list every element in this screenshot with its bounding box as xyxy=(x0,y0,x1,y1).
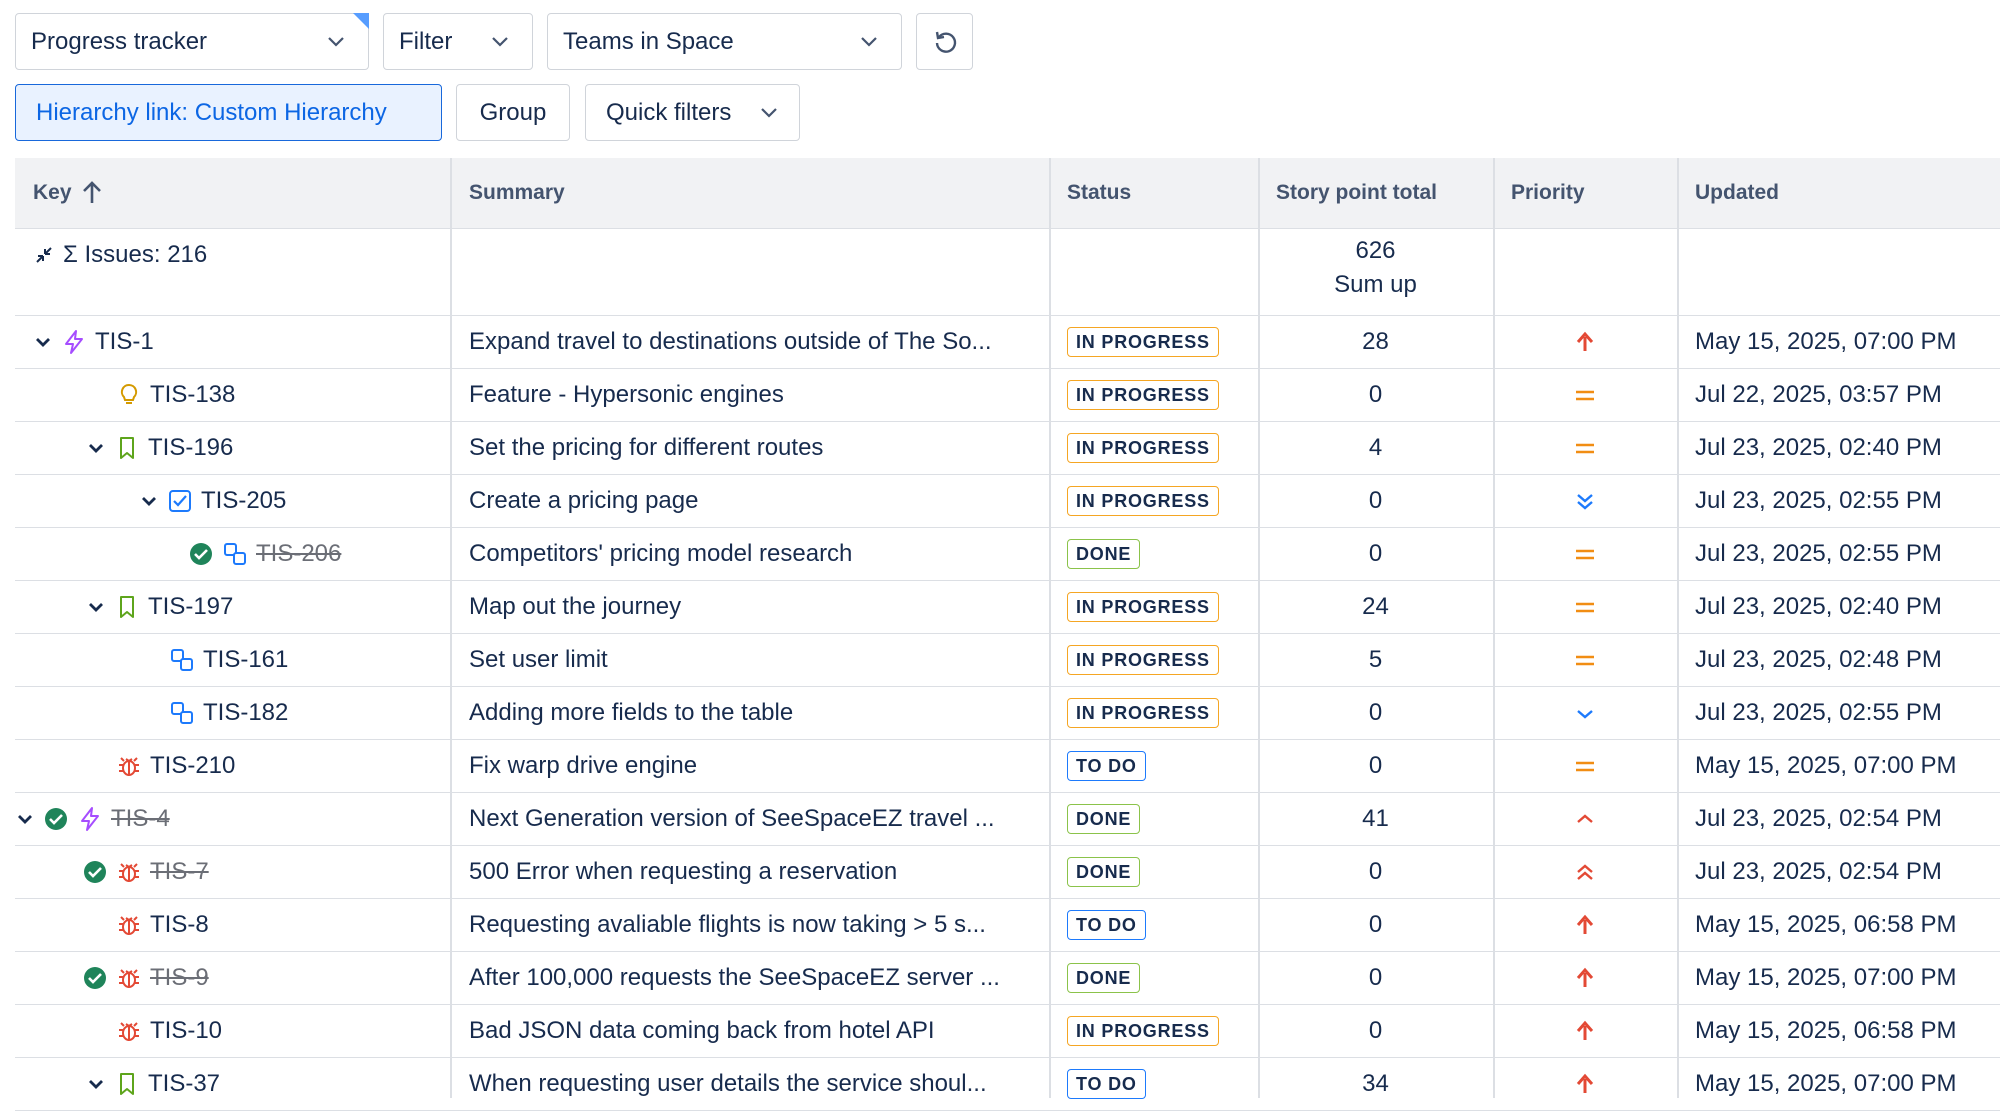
project-select[interactable] xyxy=(547,13,902,70)
updated-value: Jul 23, 2025, 02:54 PM xyxy=(1695,858,1942,885)
story-points-value: 28 xyxy=(1362,328,1389,355)
key-cell xyxy=(15,316,451,368)
updated-value: May 15, 2025, 07:00 PM xyxy=(1695,1070,1957,1097)
summary-cell[interactable] xyxy=(469,316,1039,368)
key-cell xyxy=(15,899,451,951)
summary-cell[interactable] xyxy=(469,475,1039,527)
group-label: Group xyxy=(479,98,547,126)
summary-text: Map out the journey xyxy=(469,593,682,620)
highest-icon xyxy=(1572,329,1598,355)
idea-icon xyxy=(116,382,142,408)
view-select[interactable] xyxy=(15,13,369,70)
summary-cell[interactable] xyxy=(469,952,1039,1004)
refresh-button[interactable] xyxy=(916,13,973,70)
story-points-sum: 626 xyxy=(1355,237,1396,264)
status-badge[interactable]: IN PROGRESS xyxy=(1067,645,1219,675)
sort-ascending-icon[interactable] xyxy=(78,179,106,207)
issue-key[interactable]: TIS-9 xyxy=(150,964,209,991)
summary-text: Set user limit xyxy=(469,646,608,673)
priority-cell[interactable] xyxy=(1493,1005,1677,1057)
issue-key[interactable]: TIS-210 xyxy=(150,752,236,779)
story-points-value: 34 xyxy=(1362,1070,1389,1097)
col-priority-label: Priority xyxy=(1511,181,1585,204)
issue-key[interactable]: TIS-7 xyxy=(150,858,209,885)
story-points-cell xyxy=(1258,846,1493,898)
issues-count: Σ Issues: 216 xyxy=(63,241,208,268)
summary-cell[interactable] xyxy=(469,369,1039,421)
updated-value: Jul 23, 2025, 02:55 PM xyxy=(1695,699,1942,726)
key-cell xyxy=(15,422,451,474)
col-key-label: Key xyxy=(33,181,72,204)
status-cell[interactable] xyxy=(1067,475,1257,527)
updated-value: Jul 22, 2025, 03:57 PM xyxy=(1695,381,1942,408)
priority-cell[interactable] xyxy=(1493,899,1677,951)
expand-toggle-icon[interactable] xyxy=(86,597,106,617)
chevron-down-icon xyxy=(859,33,879,51)
subtask-icon xyxy=(169,647,195,673)
key-cell xyxy=(15,528,451,580)
status-badge[interactable]: DONE xyxy=(1067,963,1140,993)
updated-value: Jul 23, 2025, 02:48 PM xyxy=(1695,646,1942,673)
filter-select[interactable] xyxy=(383,13,533,70)
summary-text: Create a pricing page xyxy=(469,487,699,514)
summary-text: When requesting user details the service shoul... xyxy=(469,1070,987,1097)
view-select-label: Progress tracker xyxy=(31,27,208,55)
story-points-value: 0 xyxy=(1368,911,1383,938)
status-badge[interactable]: IN PROGRESS xyxy=(1067,327,1219,357)
key-cell xyxy=(15,581,451,633)
subtask-icon xyxy=(169,700,195,726)
table-row[interactable] xyxy=(15,475,2000,528)
story-points-sum-cell xyxy=(1258,234,1493,302)
medium-icon xyxy=(1572,594,1598,620)
priority-cell[interactable] xyxy=(1493,316,1677,368)
subtask-icon xyxy=(222,541,248,567)
story-points-cell xyxy=(1258,1058,1493,1110)
story-points-cell xyxy=(1258,369,1493,421)
summary-cell[interactable] xyxy=(469,528,1039,580)
story-points-cell xyxy=(1258,528,1493,580)
status-badge[interactable]: IN PROGRESS xyxy=(1067,433,1219,463)
done-check-icon xyxy=(82,859,108,885)
issue-key[interactable]: TIS-197 xyxy=(148,593,234,620)
low-icon xyxy=(1572,700,1598,726)
story-points-value: 0 xyxy=(1368,858,1383,885)
priority-cell[interactable] xyxy=(1493,846,1677,898)
table-row[interactable] xyxy=(15,422,2000,475)
summary-cell[interactable] xyxy=(469,846,1039,898)
story-points-value: 5 xyxy=(1368,646,1383,673)
status-cell[interactable] xyxy=(1067,687,1257,739)
table-row[interactable] xyxy=(15,634,2000,687)
priority-cell[interactable] xyxy=(1493,740,1677,792)
story-points-value: 0 xyxy=(1368,752,1383,779)
col-divider xyxy=(1677,158,1679,1098)
highest-icon xyxy=(1572,965,1598,991)
story-points-cell xyxy=(1258,634,1493,686)
issue-key[interactable]: TIS-10 xyxy=(150,1017,223,1044)
table-row[interactable] xyxy=(15,793,2000,846)
medium-icon xyxy=(1572,541,1598,567)
status-badge[interactable]: TO DO xyxy=(1067,751,1146,781)
story-points-value: 24 xyxy=(1362,593,1389,620)
priority-cell[interactable] xyxy=(1493,369,1677,421)
status-cell[interactable] xyxy=(1067,422,1257,474)
quick-filters-button[interactable] xyxy=(585,84,800,141)
updated-cell xyxy=(1695,687,2000,739)
expand-toggle-icon[interactable] xyxy=(33,332,53,352)
story-points-cell xyxy=(1258,422,1493,474)
col-key[interactable] xyxy=(15,158,451,228)
story-points-value: 0 xyxy=(1368,699,1383,726)
col-status-label: Status xyxy=(1067,181,1132,204)
status-cell[interactable] xyxy=(1067,846,1257,898)
bug-icon xyxy=(116,859,142,885)
col-priority[interactable] xyxy=(1493,158,1677,228)
issue-key[interactable]: TIS-205 xyxy=(201,487,287,514)
epic-icon xyxy=(77,806,103,832)
summary-cell[interactable] xyxy=(469,1005,1039,1057)
summary-text: Feature - Hypersonic engines xyxy=(469,381,784,408)
col-divider xyxy=(1049,158,1051,1098)
story-points-cell xyxy=(1258,740,1493,792)
priority-cell[interactable] xyxy=(1493,793,1677,845)
updated-cell xyxy=(1695,634,2000,686)
issue-key[interactable]: TIS-182 xyxy=(203,699,289,726)
summary-text: Bad JSON data coming back from hotel API xyxy=(469,1017,935,1044)
chevron-down-icon xyxy=(490,33,510,51)
status-badge[interactable]: DONE xyxy=(1067,539,1140,569)
highest-icon xyxy=(1572,1018,1598,1044)
updated-value: May 15, 2025, 07:00 PM xyxy=(1695,328,1957,355)
summary-cell[interactable] xyxy=(469,1058,1039,1110)
chevron-down-icon xyxy=(326,33,346,51)
medium-icon xyxy=(1572,435,1598,461)
story-points-value: 4 xyxy=(1368,434,1383,461)
key-cell xyxy=(15,740,451,792)
table-row[interactable] xyxy=(15,1058,2000,1111)
table-row[interactable] xyxy=(15,316,2000,369)
summary-cell[interactable] xyxy=(469,793,1039,845)
summary-text: Expand travel to destinations outside of The So... xyxy=(469,328,992,355)
issue-key[interactable]: TIS-37 xyxy=(148,1070,221,1097)
done-check-icon xyxy=(82,965,108,991)
story-points-cell xyxy=(1258,899,1493,951)
summary-text: Set the pricing for different routes xyxy=(469,434,824,461)
bug-icon xyxy=(116,965,142,991)
col-summary-label: Summary xyxy=(469,181,565,204)
refresh-icon xyxy=(931,28,959,56)
table-row[interactable] xyxy=(15,369,2000,422)
table-row[interactable] xyxy=(15,952,2000,1005)
col-story-points-label: Story point total xyxy=(1276,181,1437,204)
medium-icon xyxy=(1572,647,1598,673)
key-cell xyxy=(15,369,451,421)
hierarchy-link-button[interactable] xyxy=(15,84,442,141)
table-row[interactable] xyxy=(15,740,2000,793)
summary-cell[interactable] xyxy=(469,740,1039,792)
priority-cell[interactable] xyxy=(1493,952,1677,1004)
story-points-value: 0 xyxy=(1368,540,1383,567)
summary-text: Adding more fields to the table xyxy=(469,699,794,726)
story-points-value: 0 xyxy=(1368,487,1383,514)
key-cell xyxy=(15,952,451,1004)
status-cell[interactable] xyxy=(1067,740,1257,792)
story-points-value: 0 xyxy=(1368,1017,1383,1044)
status-cell[interactable] xyxy=(1067,1005,1257,1057)
group-button[interactable] xyxy=(456,84,570,141)
project-select-label: Teams in Space xyxy=(563,27,734,55)
updated-value: Jul 23, 2025, 02:40 PM xyxy=(1695,593,1942,620)
col-updated[interactable] xyxy=(1677,158,2000,228)
story-points-value: 0 xyxy=(1368,381,1383,408)
priority-cell[interactable] xyxy=(1493,634,1677,686)
updated-value: Jul 23, 2025, 02:55 PM xyxy=(1695,540,1942,567)
updated-cell xyxy=(1695,1058,2000,1110)
table-row[interactable] xyxy=(15,1005,2000,1058)
issue-key[interactable]: TIS-4 xyxy=(111,805,170,832)
updated-cell xyxy=(1695,369,2000,421)
highest-icon xyxy=(1572,912,1598,938)
issue-key[interactable]: TIS-196 xyxy=(148,434,234,461)
status-cell[interactable] xyxy=(1067,793,1257,845)
summary-text: Next Generation version of SeeSpaceEZ travel ... xyxy=(469,805,995,832)
summary-cell[interactable] xyxy=(469,687,1039,739)
updated-cell xyxy=(1695,740,2000,792)
updated-cell xyxy=(1695,581,2000,633)
story-points-cell xyxy=(1258,316,1493,368)
task-icon xyxy=(167,488,193,514)
bug-icon xyxy=(116,912,142,938)
priority-cell[interactable] xyxy=(1493,422,1677,474)
updated-value: May 15, 2025, 07:00 PM xyxy=(1695,964,1957,991)
status-badge[interactable]: IN PROGRESS xyxy=(1067,380,1219,410)
key-cell xyxy=(15,1005,451,1057)
updated-value: May 15, 2025, 07:00 PM xyxy=(1695,752,1957,779)
table-row[interactable] xyxy=(15,687,2000,740)
col-updated-label: Updated xyxy=(1695,181,1779,204)
hierarchy-link-label: Hierarchy link: Custom Hierarchy xyxy=(36,98,387,126)
summary-text: 500 Error when requesting a reservation xyxy=(469,858,898,885)
corner-indicator xyxy=(353,13,369,29)
epic-icon xyxy=(61,329,87,355)
high-icon xyxy=(1572,806,1598,832)
status-cell[interactable] xyxy=(1067,899,1257,951)
sum-up-label[interactable]: Sum up xyxy=(1334,271,1417,298)
col-story-points[interactable] xyxy=(1258,158,1493,228)
status-cell[interactable] xyxy=(1067,1058,1257,1110)
updated-cell xyxy=(1695,528,2000,580)
summary-cell[interactable] xyxy=(469,899,1039,951)
grid-header xyxy=(15,158,2000,229)
table-row[interactable] xyxy=(15,846,2000,899)
summary-text: Requesting avaliable flights is now taking > 5 s... xyxy=(469,911,986,938)
updated-cell xyxy=(1695,952,2000,1004)
status-cell[interactable] xyxy=(1067,581,1257,633)
highest-icon xyxy=(1572,1071,1598,1097)
updated-cell xyxy=(1695,793,2000,845)
expand-toggle-icon[interactable] xyxy=(139,491,159,511)
status-badge[interactable]: DONE xyxy=(1067,804,1140,834)
status-badge[interactable]: TO DO xyxy=(1067,910,1146,940)
key-cell xyxy=(15,687,451,739)
expand-toggle-icon[interactable] xyxy=(15,809,35,829)
status-cell[interactable] xyxy=(1067,316,1257,368)
story-points-cell xyxy=(1258,687,1493,739)
updated-cell xyxy=(1695,475,2000,527)
status-cell[interactable] xyxy=(1067,952,1257,1004)
key-cell xyxy=(15,634,451,686)
bug-icon xyxy=(116,753,142,779)
issue-key[interactable]: TIS-161 xyxy=(203,646,289,673)
updated-cell xyxy=(1695,422,2000,474)
done-check-icon xyxy=(188,541,214,567)
updated-value: Jul 23, 2025, 02:55 PM xyxy=(1695,487,1942,514)
summary-text: After 100,000 requests the SeeSpaceEZ server ... xyxy=(469,964,1000,991)
priority-cell[interactable] xyxy=(1493,581,1677,633)
status-badge[interactable]: IN PROGRESS xyxy=(1067,1016,1219,1046)
status-badge[interactable]: IN PROGRESS xyxy=(1067,592,1219,622)
issues-count-cell xyxy=(33,228,451,282)
col-summary[interactable] xyxy=(451,158,1049,228)
done-check-icon xyxy=(43,806,69,832)
summary-text: Fix warp drive engine xyxy=(469,752,698,779)
table-row[interactable] xyxy=(15,899,2000,952)
col-divider xyxy=(1258,158,1260,1098)
updated-cell xyxy=(1695,846,2000,898)
filter-label: Filter xyxy=(399,27,453,55)
issue-key[interactable]: TIS-206 xyxy=(256,540,342,567)
summary-text: Competitors' pricing model research xyxy=(469,540,853,567)
critical-icon xyxy=(1572,859,1598,885)
quick-filters-label: Quick filters xyxy=(606,98,732,126)
summary-cell[interactable] xyxy=(469,422,1039,474)
story-points-cell xyxy=(1258,952,1493,1004)
col-divider xyxy=(1493,158,1495,1098)
status-cell[interactable] xyxy=(1067,369,1257,421)
key-cell xyxy=(15,793,451,845)
summary-row xyxy=(15,228,2000,316)
bug-icon xyxy=(116,1018,142,1044)
updated-value: May 15, 2025, 06:58 PM xyxy=(1695,911,1957,938)
story-icon xyxy=(114,594,140,620)
story-points-cell xyxy=(1258,1005,1493,1057)
key-cell xyxy=(15,1058,451,1110)
collapse-all-icon[interactable] xyxy=(33,244,55,266)
updated-value: May 15, 2025, 06:58 PM xyxy=(1695,1017,1957,1044)
expand-toggle-icon[interactable] xyxy=(86,1074,106,1094)
table-row[interactable] xyxy=(15,528,2000,581)
issue-key[interactable]: TIS-138 xyxy=(150,381,236,408)
medium-icon xyxy=(1572,753,1598,779)
issue-key[interactable]: TIS-1 xyxy=(95,328,154,355)
priority-cell[interactable] xyxy=(1493,528,1677,580)
lowest-icon xyxy=(1572,488,1598,514)
story-points-value: 41 xyxy=(1362,805,1389,832)
priority-cell[interactable] xyxy=(1493,687,1677,739)
updated-cell xyxy=(1695,316,2000,368)
story-points-cell xyxy=(1258,793,1493,845)
summary-cell[interactable] xyxy=(469,634,1039,686)
status-cell[interactable] xyxy=(1067,634,1257,686)
priority-cell[interactable] xyxy=(1493,1058,1677,1110)
story-icon xyxy=(114,1071,140,1097)
status-badge[interactable]: IN PROGRESS xyxy=(1067,698,1219,728)
status-badge[interactable]: DONE xyxy=(1067,857,1140,887)
table-row[interactable] xyxy=(15,581,2000,634)
summary-cell[interactable] xyxy=(469,581,1039,633)
col-status[interactable] xyxy=(1049,158,1258,228)
chevron-down-icon xyxy=(759,104,779,122)
story-points-cell xyxy=(1258,581,1493,633)
key-cell xyxy=(15,475,451,527)
status-badge[interactable]: TO DO xyxy=(1067,1069,1146,1099)
updated-cell xyxy=(1695,1005,2000,1057)
issue-key[interactable]: TIS-8 xyxy=(150,911,209,938)
story-points-value: 0 xyxy=(1368,964,1383,991)
updated-cell xyxy=(1695,899,2000,951)
medium-icon xyxy=(1572,382,1598,408)
story-points-cell xyxy=(1258,475,1493,527)
expand-toggle-icon[interactable] xyxy=(86,438,106,458)
col-divider xyxy=(450,158,452,1098)
status-badge[interactable]: IN PROGRESS xyxy=(1067,486,1219,516)
story-icon xyxy=(114,435,140,461)
priority-cell[interactable] xyxy=(1493,475,1677,527)
status-cell[interactable] xyxy=(1067,528,1257,580)
key-cell xyxy=(15,846,451,898)
updated-value: Jul 23, 2025, 02:54 PM xyxy=(1695,805,1942,832)
updated-value: Jul 23, 2025, 02:40 PM xyxy=(1695,434,1942,461)
